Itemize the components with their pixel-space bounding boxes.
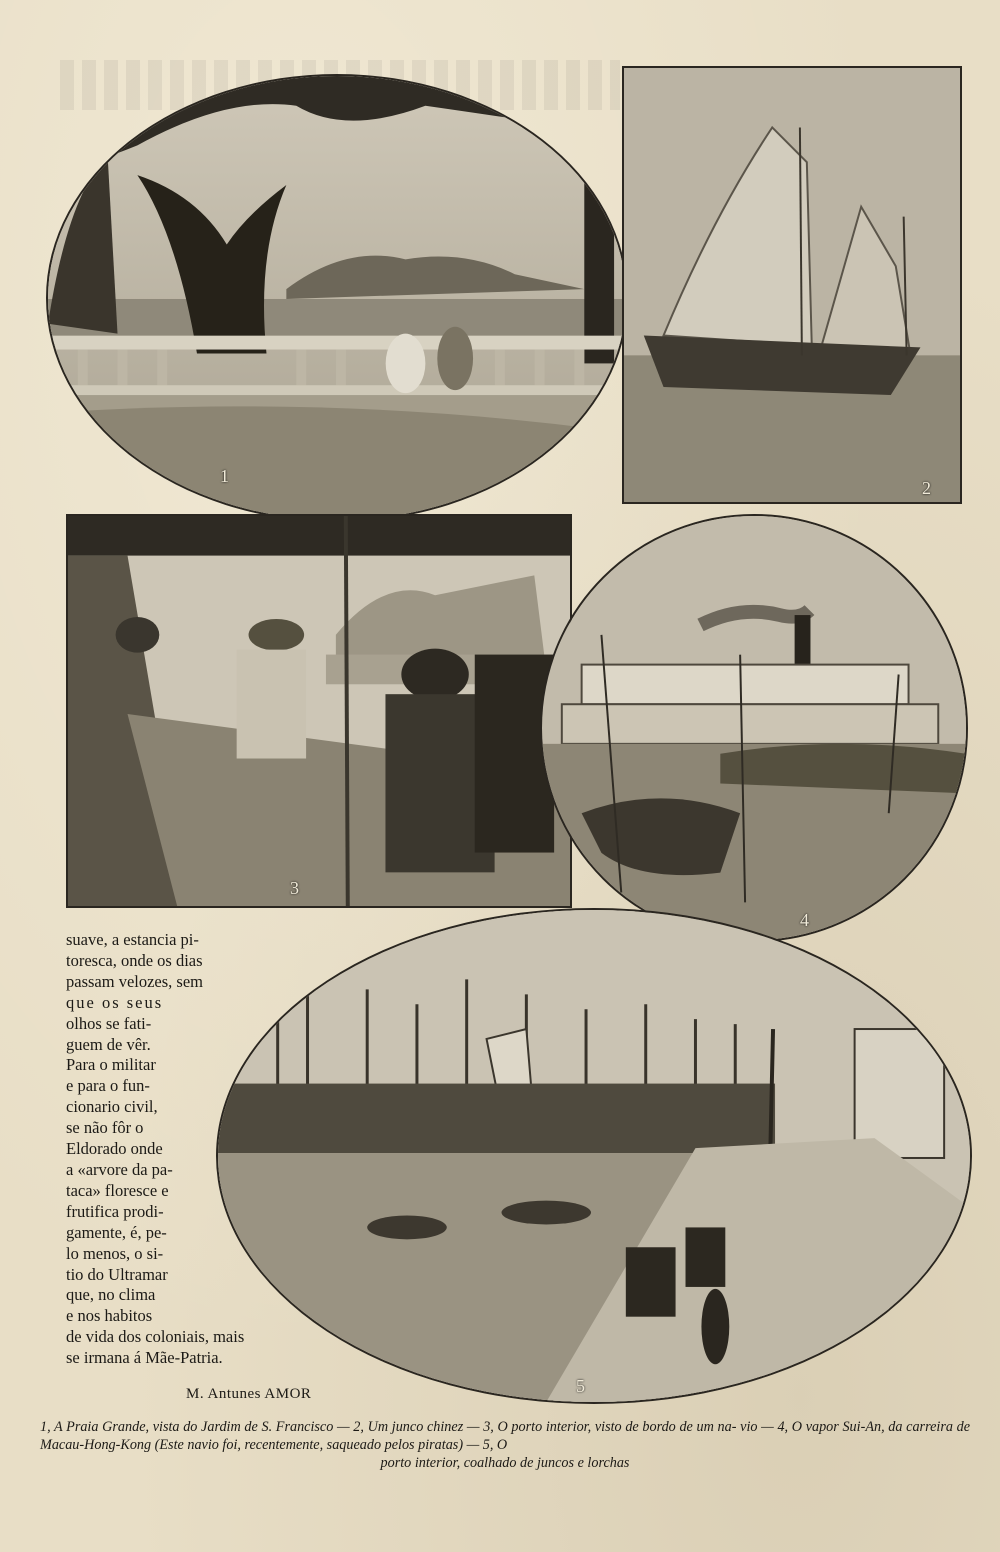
photo-porto-interior-bordo <box>66 514 572 908</box>
article-line: e para o fun- <box>66 1076 150 1096</box>
article-line: taca» floresce e <box>66 1180 169 1200</box>
article-author: M. Antunes AMOR <box>186 1386 312 1402</box>
article-line: e nos habitos <box>66 1306 153 1326</box>
photo-number: 3 <box>290 878 299 898</box>
article-line: a «arvore da pa- <box>66 1159 173 1179</box>
photo-caption <box>40 1418 970 1472</box>
article-line: se não fôr o <box>66 1118 144 1138</box>
article-line: passam velozes, sem <box>66 971 204 991</box>
caption-line: porto interior, coalhado de juncos e lorchas <box>380 1455 630 1471</box>
article-line: tio do Ultramar <box>66 1264 168 1284</box>
article-line: que os seus <box>66 992 164 1012</box>
article-line: guem de vêr. <box>66 1034 151 1054</box>
article-line: se irmana á Mãe-Patria. <box>66 1348 223 1368</box>
article-line: gamente, é, pe- <box>66 1222 167 1242</box>
article-line: olhos se fati- <box>66 1013 152 1033</box>
photo-number: 4 <box>800 910 809 930</box>
article-line: suave, a estancia pi- <box>66 930 199 949</box>
caption-line: vio — 4, O vapor Sui-An, da carreira de Macau-Hong-Kong (Este navio foi, recentemente, saqueado pelos piratas) — 5, O <box>40 1419 970 1453</box>
article-line: toresca, onde os dias <box>66 950 203 970</box>
photo-porto-interior-juncos <box>216 908 972 1404</box>
caption-line: 1, A Praia Grande, vista do Jardim de S. Francisco — 2, Um junco chinez — 3, O porto interior, visto de bordo de um na- <box>40 1419 737 1435</box>
article-line: frutifica prodi- <box>66 1201 164 1221</box>
photo-number: 1 <box>220 466 229 486</box>
article-line: lo menos, o si- <box>66 1243 164 1263</box>
article-line: que, no clima <box>66 1285 156 1305</box>
photo-vapor-sui-an <box>540 514 968 942</box>
article-line: de vida dos coloniais, mais <box>66 1327 245 1347</box>
article-line: Eldorado onde <box>66 1139 163 1159</box>
photo-number: 5 <box>576 1376 585 1396</box>
photo-junco-chinez <box>622 66 962 504</box>
photo-number: 2 <box>922 478 931 498</box>
article-line: cionario civil, <box>66 1097 158 1117</box>
article-body <box>66 930 306 1369</box>
photo-praia-grande <box>46 74 628 522</box>
article-line: Para o militar <box>66 1055 156 1075</box>
